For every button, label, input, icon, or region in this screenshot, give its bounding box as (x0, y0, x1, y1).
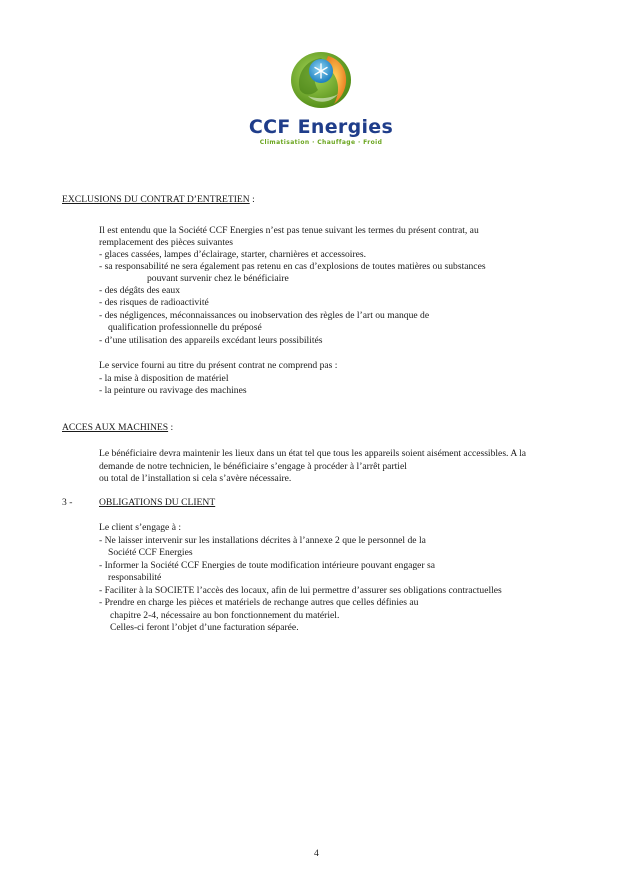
paragraph-line: Le client s’engage à : (99, 522, 182, 533)
list-item: - sa responsabilité ne sera également pas retenu en cas d’explosions de toutes matières ou substances (99, 261, 486, 272)
list-item: - glaces cassées, lampes d’éclairage, starter, charnières et accessoires. (99, 249, 367, 260)
list-item-continuation: responsabilité (108, 572, 162, 583)
heading-text: ACCES AUX MACHINES (62, 422, 169, 433)
list-item: - la mise à disposition de matériel (99, 373, 229, 384)
paragraph-line: Le service fourni au titre du présent contrat ne comprend pas : (99, 360, 338, 371)
list-item: - la peinture ou ravivage des machines (99, 385, 247, 396)
section-number: 3 - (62, 497, 73, 508)
list-item: - Faciliter à la SOCIETE l’accès des locaux, afin de lui permettre d’assurer ses obligations contractuelles (99, 585, 502, 596)
list-item: - Ne laisser intervenir sur les installations décrites à l’annexe 2 que le personnel de la (99, 535, 426, 546)
heading-suffix: : (249, 194, 255, 205)
list-item-continuation: qualification professionnelle du préposé (108, 322, 262, 333)
logo-brand-name: CCF Energies (248, 116, 394, 138)
list-item-continuation: Société CCF Energies (108, 547, 193, 558)
paragraph-line: Il est entendu que la Société CCF Energies n’est pas tenue suivant les termes du présent contrat, au (99, 225, 479, 236)
list-item-continuation: chapitre 2-4, nécessaire au bon fonctionnement du matériel. (110, 610, 340, 621)
ccf-logo-mark-icon (288, 50, 354, 110)
paragraph-line: remplacement des pièces suivantes (99, 237, 233, 248)
company-logo (246, 50, 396, 160)
heading-suffix: : (168, 422, 174, 433)
heading-text: EXCLUSIONS DU CONTRAT D’ENTRETIEN (62, 194, 250, 205)
paragraph-line: ou total de l’installation si cela s’avère nécessaire. (99, 473, 292, 484)
logo-tagline: Climatisation · Chauffage · Froid (259, 139, 383, 146)
list-item-continuation: Celles-ci feront l’objet d’une facturation séparée. (110, 622, 299, 633)
section-heading-obligations: OBLIGATIONS DU CLIENT (99, 497, 216, 508)
section-heading-acces (62, 422, 173, 434)
list-item: - Prendre en charge les pièces et matériels de rechange autres que celles définies au (99, 597, 419, 608)
paragraph-line: demande de notre technicien, le bénéficiaire s’engage à procéder à l’arrêt partiel (99, 461, 407, 472)
list-item-continuation: pouvant survenir chez le bénéficiaire (147, 273, 289, 284)
list-item: - des risques de radioactivité (99, 297, 209, 308)
list-item: - d’une utilisation des appareils excédant leurs possibilités (99, 335, 323, 346)
paragraph-line: Le bénéficiaire devra maintenir les lieux dans un état tel que tous les appareils soient aisément accessibles. A la (99, 448, 527, 459)
section-heading-exclusions (62, 194, 255, 206)
page-number: 4 (314, 848, 319, 859)
list-item: - des dégâts des eaux (99, 285, 180, 296)
list-item: - Informer la Société CCF Energies de toute modification intérieure pouvant engager sa (99, 560, 436, 571)
list-item: - des négligences, méconnaissances ou inobservation des règles de l’art ou manque de (99, 310, 430, 321)
